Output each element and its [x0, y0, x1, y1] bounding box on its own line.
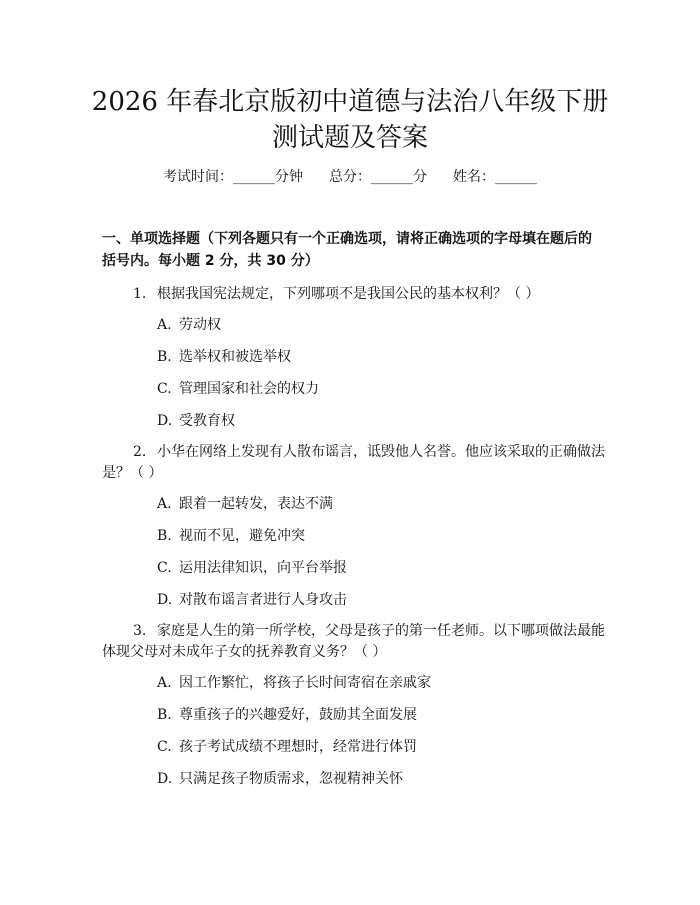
option-letter: D. — [157, 413, 173, 429]
option-b — [157, 525, 305, 547]
option-letter: C. — [157, 739, 172, 755]
option-text: 视而不见，避免冲突 — [179, 528, 305, 544]
option-text: 因工作繁忙，将孩子长时间寄宿在亲戚家 — [179, 675, 431, 691]
question-text: 小华在网络上发现有人散布谣言，诋毁他人名誉。他应该采取的正确做法 — [157, 444, 605, 460]
option-c — [157, 736, 417, 758]
option-letter: B. — [157, 528, 172, 544]
option-c — [157, 557, 347, 579]
option-letter: C. — [157, 381, 172, 397]
option-letter: D. — [157, 592, 173, 608]
doc-title-line2: 测试题及答案 — [271, 123, 428, 153]
option-text: 受教育权 — [179, 413, 235, 429]
option-text: 劳动权 — [179, 317, 221, 333]
question-text: 家庭是人生的第一所学校，父母是孩子的第一任老师。以下哪项做法最能 — [157, 623, 605, 639]
question-text-cont: 体现父母对未成年子女的抚养教育义务？（ ） — [102, 644, 387, 660]
option-text: 只满足孩子物质需求，忽视精神关怀 — [179, 771, 403, 787]
question-number: 2. — [133, 444, 147, 460]
option-b — [157, 346, 291, 368]
option-text: 选举权和被选举权 — [179, 349, 291, 365]
total-score: 总分：______分 — [329, 169, 427, 185]
option-text: 管理国家和社会的权力 — [179, 381, 319, 397]
option-text: 运用法律知识，向平台举报 — [179, 560, 347, 576]
option-d — [157, 768, 403, 790]
option-text: 尊重孩子的兴趣爱好，鼓励其全面发展 — [179, 707, 417, 723]
option-c — [157, 378, 319, 400]
option-letter: A. — [157, 496, 172, 512]
option-a — [157, 314, 221, 336]
student-name: 姓名：______ — [453, 169, 537, 185]
question-text: 根据我国宪法规定，下列哪项不是我国公民的基本权利？（ ） — [157, 286, 540, 302]
option-letter: A. — [157, 675, 172, 691]
option-a — [157, 672, 431, 694]
option-letter: C. — [157, 560, 172, 576]
doc-title-line1: 2026 年春北京版初中道德与法治八年级下册 — [91, 87, 609, 117]
option-a — [157, 493, 333, 515]
question-text-cont: 是？（ ） — [102, 465, 163, 481]
option-d — [157, 589, 347, 611]
section-title-line2: 括号内。每小题 2 分，共 30 分） — [102, 253, 319, 269]
option-letter: D. — [157, 771, 173, 787]
question-number: 3. — [133, 623, 147, 639]
option-letter: B. — [157, 349, 172, 365]
option-letter: A. — [157, 317, 172, 333]
exam-meta — [0, 166, 700, 188]
option-b — [157, 704, 417, 726]
question-number: 1. — [133, 286, 147, 302]
option-text: 对散布谣言者进行人身攻击 — [179, 592, 347, 608]
option-text: 跟着一起转发，表达不满 — [179, 496, 333, 512]
option-letter: B. — [157, 707, 172, 723]
section-title-line1: 一、单项选择题（下列各题只有一个正确选项，请将正确选项的字母填在题后的 — [102, 231, 592, 247]
exam-time: 考试时间：______分钟 — [163, 169, 303, 185]
option-text: 孩子考试成绩不理想时，经常进行体罚 — [179, 739, 417, 755]
option-d — [157, 410, 235, 432]
